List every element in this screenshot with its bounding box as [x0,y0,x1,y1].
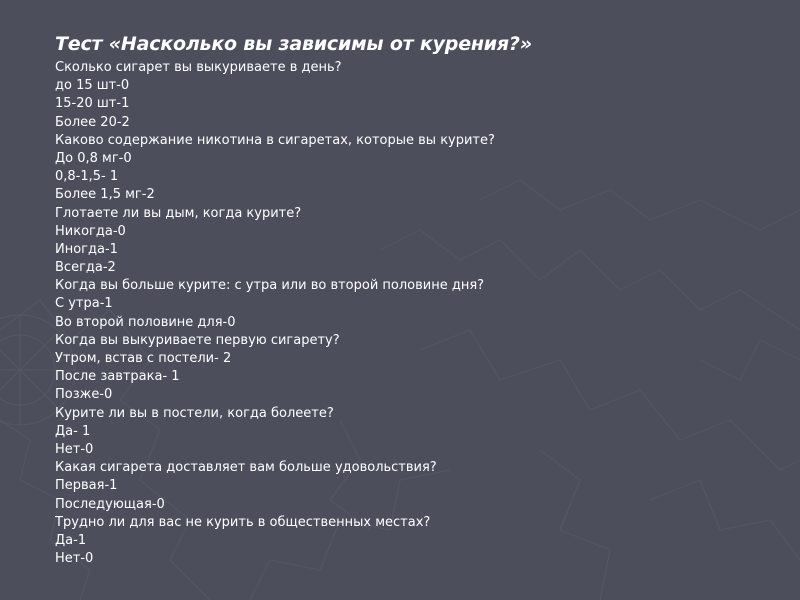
answer-line: 0,8-1,5- 1 [55,169,119,185]
answer-line: Более 20-2 [55,114,130,130]
answer-line: До 0,8 мг-0 [55,150,132,166]
answer-line: Последующая-0 [55,496,165,512]
question-line: Какая сигарета доставляет вам больше удовольствия? [55,460,437,476]
question-line: Когда вы выкуриваете первую сигарету? [55,332,340,348]
answer-line: Да- 1 [55,423,91,439]
answer-line: Иногда-1 [55,241,118,257]
question-line: Когда вы больше курите: с утра или во второй половине дня? [55,278,485,294]
answer-line: С утра-1 [55,296,113,312]
answer-line: Никогда-0 [55,223,126,239]
answer-line: Во второй половине для-0 [55,314,236,330]
answer-line: Да-1 [55,532,87,548]
question-line: Каково содержание никотина в сигаретах, которые вы курите? [55,132,495,148]
question-line: Глотаете ли вы дым, когда курите? [55,205,302,221]
answer-line: до 15 шт-0 [55,78,130,94]
answer-line: Первая-1 [55,478,118,494]
slide-title: Тест «Насколько вы зависимы от курения?» [55,33,532,55]
question-line: Трудно ли для вас не курить в общественных местах? [55,514,431,530]
answer-line: Утром, встав с постели- 2 [55,351,232,366]
question-line: Курите ли вы в постели, когда болеете? [55,405,334,421]
question-list [55,59,495,568]
answer-line: Нет-0 [55,441,94,457]
answer-line: Нет-0 [55,551,94,567]
question-line: Сколько сигарет вы выкуриваете в день? [55,60,342,75]
answer-line: После завтрака- 1 [55,369,180,385]
answer-line: Позже-0 [55,387,113,403]
answer-line: Всегда-2 [55,260,116,276]
answer-line: 15-20 шт-1 [55,96,130,112]
answer-line: Более 1,5 мг-2 [55,187,155,203]
